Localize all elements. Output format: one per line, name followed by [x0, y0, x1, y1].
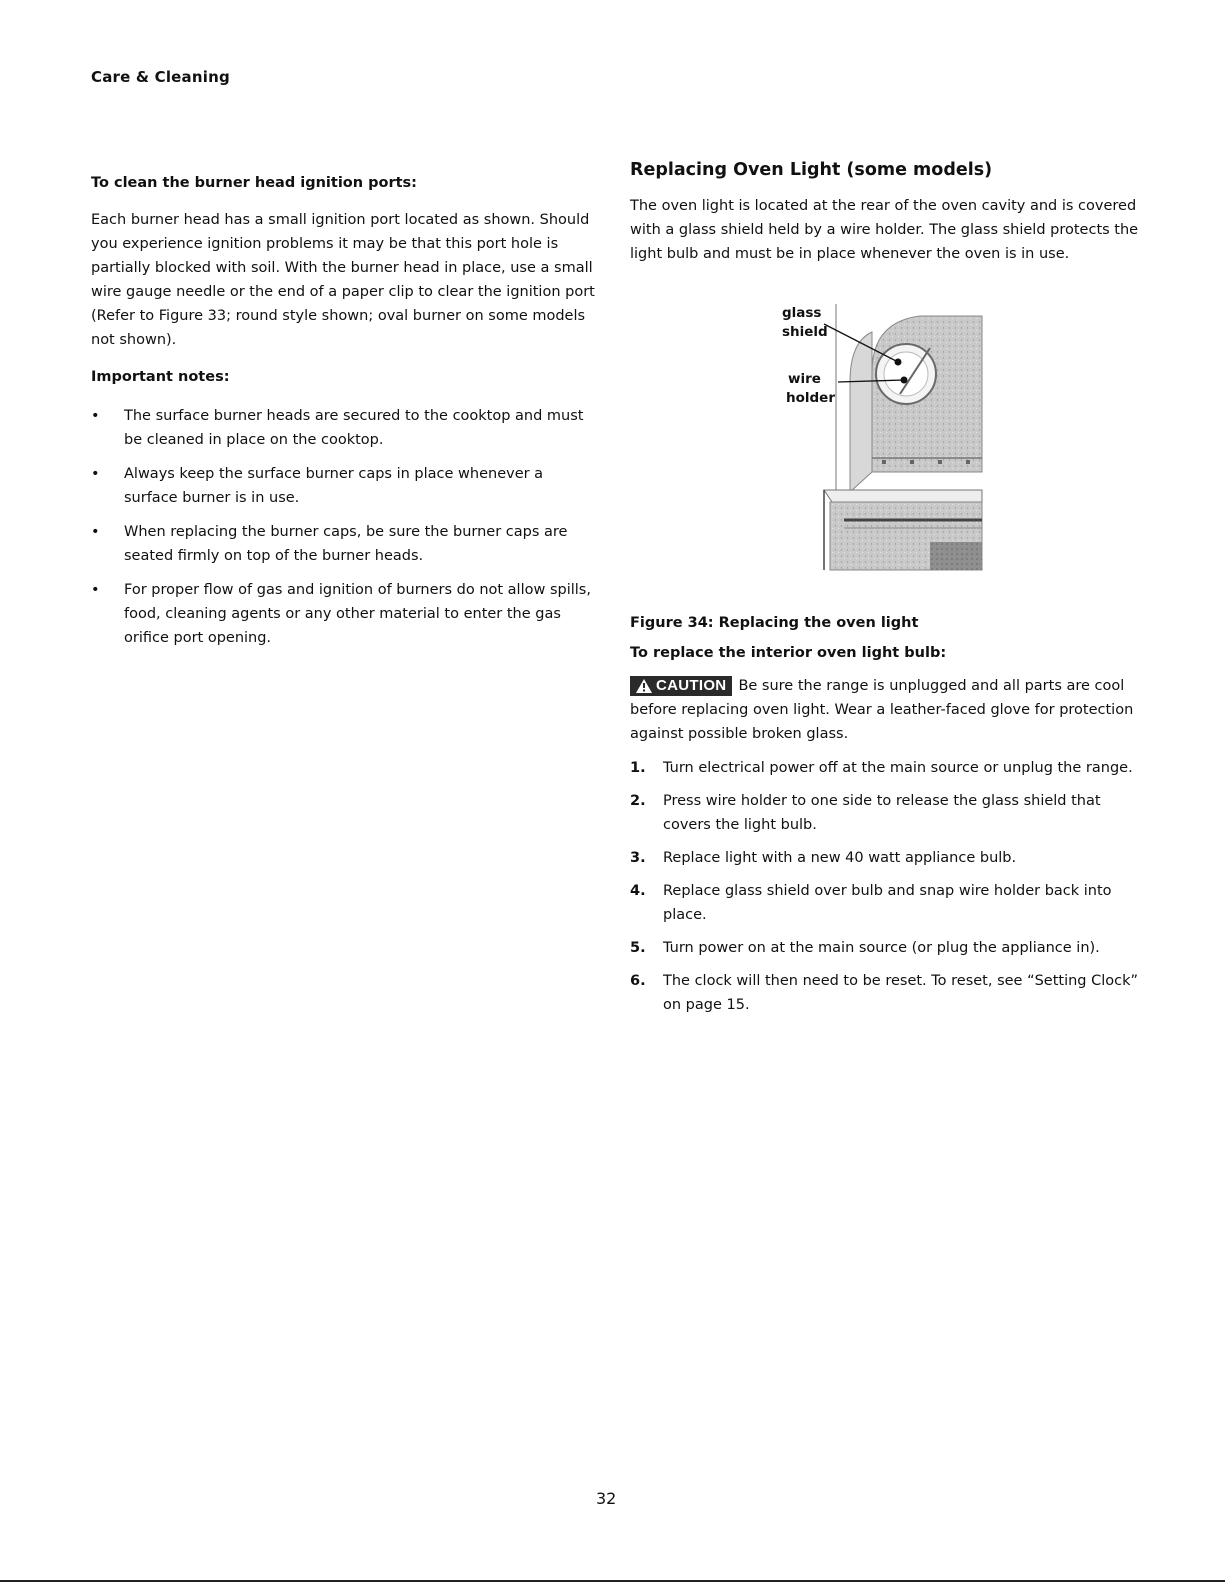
bullet-glyph: •: [91, 466, 100, 482]
rack-slot: [966, 460, 970, 464]
step-number: 4.: [630, 883, 646, 899]
list-item: [91, 578, 601, 650]
label-wire: wire: [788, 371, 821, 387]
oven-floor-shade: [930, 542, 982, 570]
list-item: [630, 789, 1150, 837]
oven-side-wall: [850, 332, 872, 492]
section-header: Care & Cleaning: [91, 68, 230, 86]
note-text: Always keep the surface burner caps in place whenever a surface burner is in use.: [124, 466, 544, 506]
caution-paragraph: [630, 674, 1150, 746]
step-number: 1.: [630, 760, 646, 776]
note-text: The surface burner heads are secured to the cooktop and must be cleaned in place on the cooktop.: [124, 408, 584, 448]
right-column: [630, 158, 1150, 1026]
rack-slot: [938, 460, 942, 464]
list-item: [91, 462, 601, 510]
replace-steps-list: [630, 756, 1150, 1017]
important-notes-list: [91, 404, 601, 650]
warning-triangle-icon: [636, 679, 652, 693]
left-column: [91, 172, 601, 660]
figure-34-caption: Figure 34: Replacing the oven light: [630, 615, 919, 631]
caution-label: CAUTION: [656, 677, 727, 694]
step-text: The clock will then need to be reset. To reset, see “Setting Clock” on page 15.: [663, 973, 1139, 1013]
oven-light-title: Replacing Oven Light (some models): [630, 160, 993, 180]
list-item: [630, 969, 1150, 1017]
caution-badge: [630, 676, 732, 696]
step-text: Replace light with a new 40 watt appliance bulb.: [663, 850, 1017, 866]
list-item: [630, 756, 1150, 780]
oven-cavity-illustration: [780, 302, 990, 572]
page-number: 32: [596, 1489, 617, 1508]
rack-slot: [882, 460, 886, 464]
bullet-glyph: •: [91, 524, 100, 540]
label-shield: shield: [782, 324, 828, 340]
list-item: [91, 404, 601, 452]
replace-bulb-heading: To replace the interior oven light bulb:: [630, 645, 947, 661]
step-number: 5.: [630, 940, 646, 956]
rack-slot: [910, 460, 914, 464]
wire-holder-pointer-icon: [901, 377, 908, 384]
step-text: Turn electrical power off at the main source or unplug the range.: [663, 760, 1133, 776]
bullet-glyph: •: [91, 408, 100, 424]
label-glass: glass: [782, 305, 822, 321]
step-number: 2.: [630, 793, 646, 809]
note-text: For proper flow of gas and ignition of burners do not allow spills, food, cleaning agents or any other material to enter the gas orifice port opening.: [124, 582, 591, 646]
step-number: 6.: [630, 973, 646, 989]
step-text: Press wire holder to one side to release the glass shield that covers the light bulb.: [663, 793, 1101, 833]
list-item: [630, 846, 1150, 870]
step-number: 3.: [630, 850, 646, 866]
bottom-rule: [0, 1580, 1225, 1582]
burner-ports-heading: To clean the burner head ignition ports:: [91, 175, 417, 191]
list-item: [630, 936, 1150, 960]
oven-light-figure: [630, 302, 1150, 602]
label-holder: holder: [786, 390, 835, 406]
step-text: Replace glass shield over bulb and snap wire holder back into place.: [663, 883, 1112, 923]
important-notes-heading: Important notes:: [91, 369, 230, 385]
note-text: When replacing the burner caps, be sure the burner caps are seated firmly on top of the burner heads.: [124, 524, 568, 564]
bullet-glyph: •: [91, 582, 100, 598]
oven-door-frame: [824, 490, 982, 502]
burner-ports-paragraph: Each burner head has a small ignition port located as shown. Should you experience ignition problems it may be that this port hole is partially blocked with soil. With the burner head in place, use a small wire gauge needle or the end of a paper clip to clear the ignition port (Refer to Figure 33; round style shown; oval burner on some models not shown).: [91, 212, 595, 348]
step-text: Turn power on at the main source (or plug the appliance in).: [663, 940, 1100, 956]
oven-light-intro: The oven light is located at the rear of the oven cavity and is covered with a glass shield held by a wire holder. The glass shield protects the light bulb and must be in place whenever the oven is in use.: [630, 198, 1139, 262]
list-item: [91, 520, 601, 568]
list-item: [630, 879, 1150, 927]
caution-text: Be sure the range is unplugged and all parts are cool before replacing oven light. Wear a leather-faced glove for protection against possible broken glass.: [630, 678, 1134, 742]
glass-shield-pointer-icon: [895, 359, 902, 366]
